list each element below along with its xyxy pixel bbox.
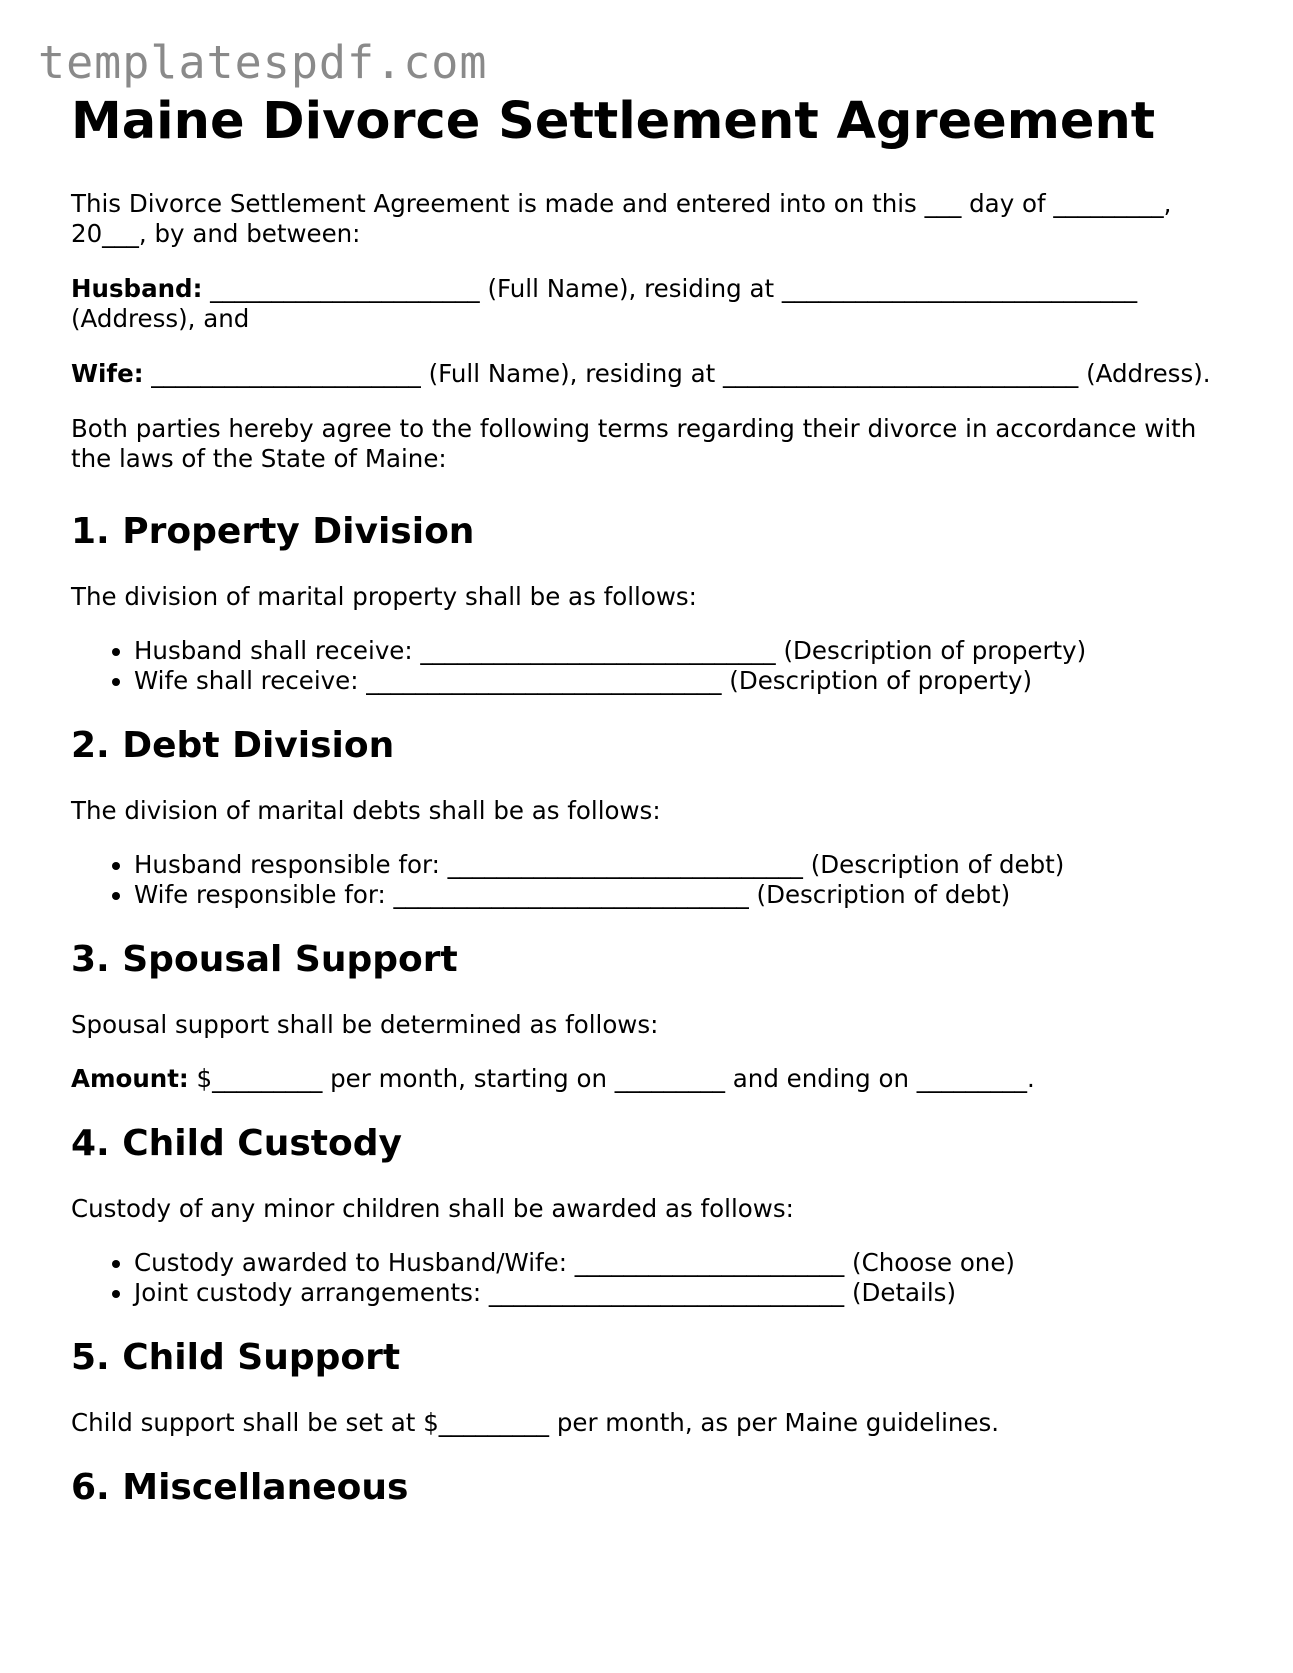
husband-line: [71, 274, 1231, 334]
section-lead-debt: The division of marital debts shall be as follows:: [71, 796, 661, 825]
wife-text: ______________________ (Full Name), residing at _____________________________ (Address).: [143, 359, 1211, 388]
section-lead-property: The division of marital property shall be as follows:: [71, 582, 697, 611]
wife-line: [71, 359, 1231, 389]
custody-list: [71, 1248, 1231, 1308]
property-list: [71, 636, 1231, 696]
section-lead-custody: Custody of any minor children shall be awarded as follows:: [71, 1194, 794, 1223]
section-lead-spousal: Spousal support shall be determined as follows:: [71, 1010, 659, 1039]
watermark: templatespdf.com: [38, 36, 488, 89]
debt-list: [71, 850, 1231, 910]
list-item: • Custody awarded to Husband/Wife: ______________________ (Choose one): [134, 1248, 1231, 1278]
husband-text: ______________________ (Full Name), residing at _____________________________ (Address), and: [71, 274, 1138, 333]
section-heading-spousal: 3. Spousal Support: [71, 939, 458, 980]
section-heading-misc: 6. Miscellaneous: [71, 1467, 409, 1508]
list-item: • Wife responsible for: _____________________________ (Description of debt): [134, 880, 1231, 910]
amount-text: $_________ per month, starting on _________ and ending on _________.: [188, 1064, 1035, 1093]
agreement-paragraph: Both parties hereby agree to the following terms regarding their divorce in accordance with the laws of the State of Maine:: [71, 414, 1197, 473]
document-page: [71, 88, 1231, 1510]
husband-label: Husband:: [71, 274, 203, 303]
document-title: Maine Divorce Settlement Agreement: [71, 92, 1156, 151]
wife-label: Wife:: [71, 359, 144, 388]
list-item: • Joint custody arrangements: _____________________________ (Details): [134, 1278, 1231, 1308]
intro-paragraph: This Divorce Settlement Agreement is made and entered into on this ___ day of _________, 20___, by and between:: [71, 189, 1172, 248]
list-item: • Wife shall receive: _____________________________ (Description of property): [134, 666, 1231, 696]
list-item: • Husband responsible for: _____________________________ (Description of debt): [134, 850, 1231, 880]
spousal-amount-line: [71, 1064, 1231, 1094]
section-lead-child-support: Child support shall be set at $_________ per month, as per Maine guidelines.: [71, 1408, 1000, 1437]
section-heading-custody: 4. Child Custody: [71, 1123, 402, 1164]
section-heading-debt: 2. Debt Division: [71, 725, 395, 766]
list-item: • Husband shall receive: _____________________________ (Description of property): [134, 636, 1231, 666]
amount-label: Amount:: [71, 1064, 189, 1093]
section-heading-child-support: 5. Child Support: [71, 1337, 401, 1378]
section-heading-property: 1. Property Division: [71, 511, 475, 552]
